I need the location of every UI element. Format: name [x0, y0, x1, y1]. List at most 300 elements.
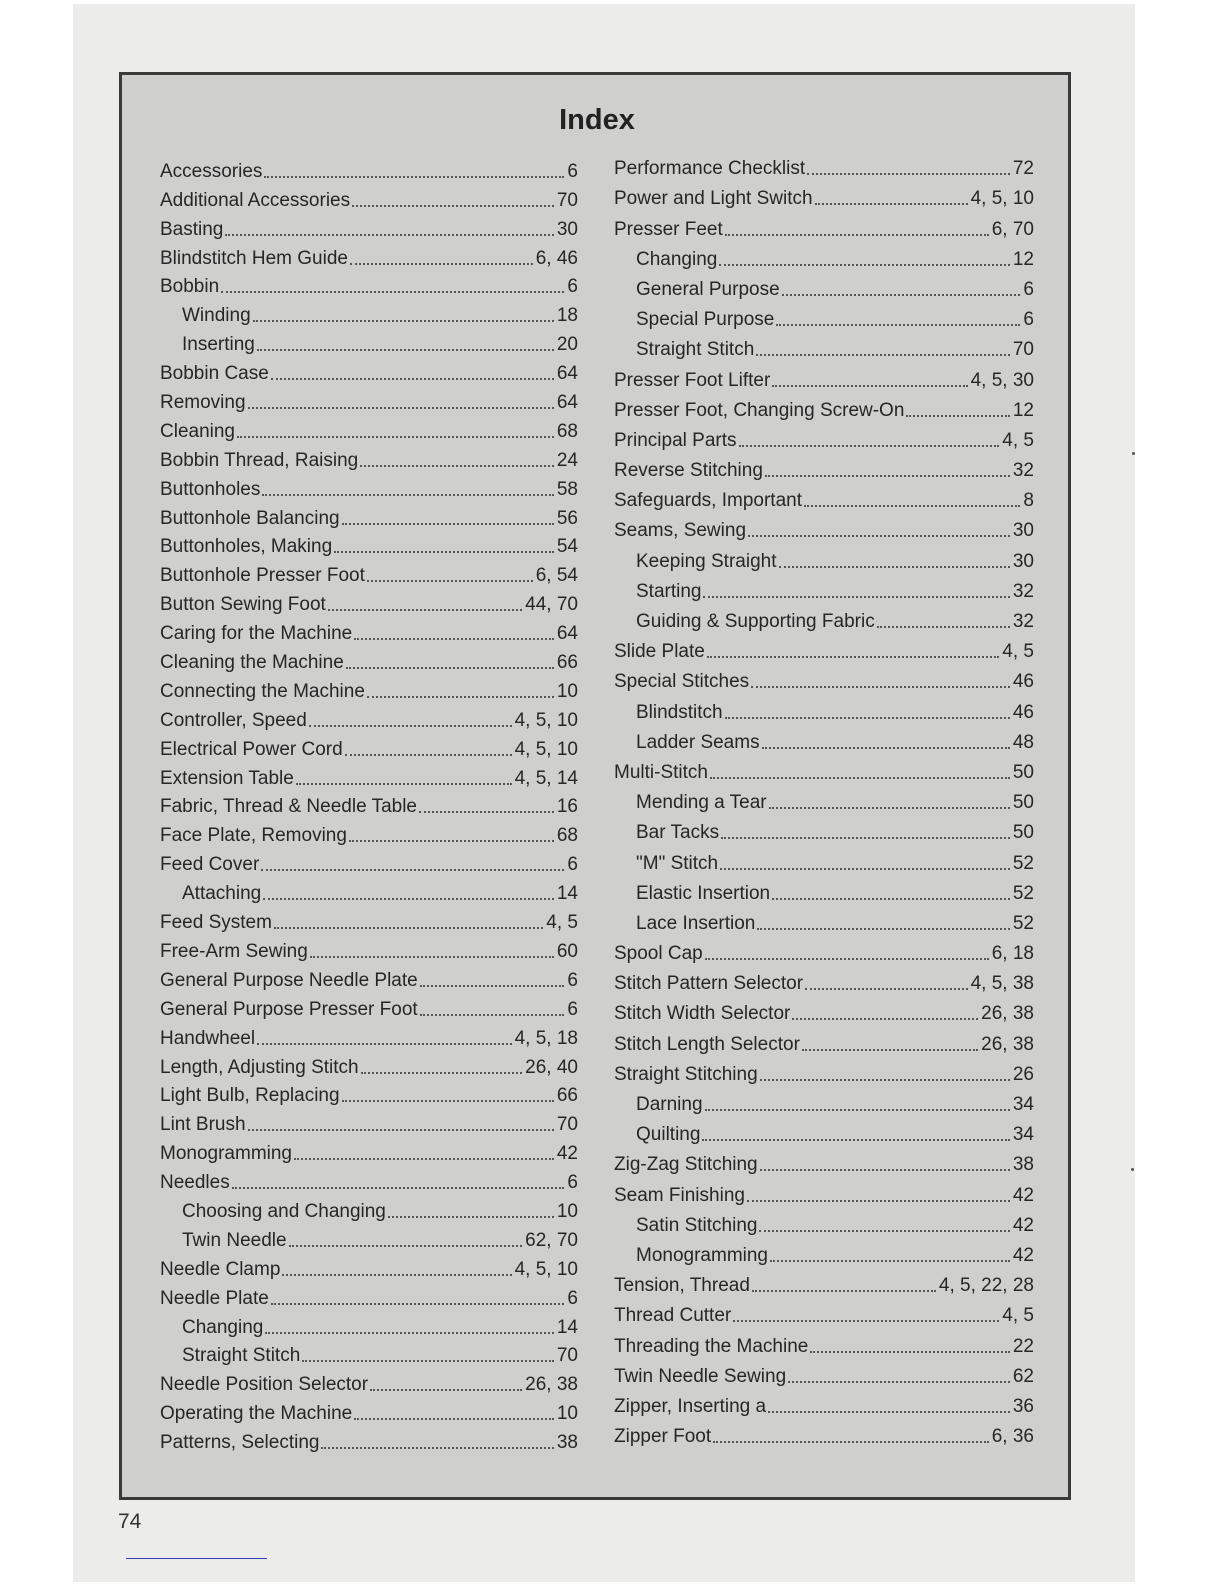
entry-pages: 6, 70	[991, 218, 1034, 240]
index-entry	[160, 645, 578, 674]
dot-leader	[328, 609, 522, 611]
entry-label: Zipper Foot	[614, 1426, 712, 1448]
index-subentry	[614, 784, 1034, 814]
scan-speck	[1131, 1168, 1134, 1171]
index-entry	[614, 1358, 1034, 1388]
index-entry	[160, 1021, 578, 1050]
entry-label: Bobbin	[160, 276, 220, 298]
index-subentry	[160, 327, 578, 356]
entry-label: Elastic Insertion	[636, 882, 771, 904]
entry-pages: 26, 38	[981, 1003, 1034, 1025]
entry-pages: 6, 54	[535, 565, 578, 587]
entry-label: Feed Cover	[160, 854, 260, 876]
index-entry	[614, 965, 1034, 995]
entry-label: Monogramming	[160, 1143, 292, 1165]
entry-pages: 14	[556, 883, 578, 905]
dot-leader	[346, 667, 554, 669]
index-entry	[160, 1079, 578, 1108]
index-entry	[614, 180, 1034, 210]
index-subentry	[160, 1194, 578, 1223]
entry-pages: 32	[1012, 611, 1034, 632]
index-entry	[614, 452, 1034, 482]
entry-pages: 50	[1012, 822, 1034, 844]
entry-pages: 72	[1012, 158, 1034, 180]
dot-leader	[721, 837, 1010, 839]
dot-leader	[282, 1274, 511, 1276]
index-entry	[160, 963, 578, 992]
dot-leader	[720, 868, 1010, 870]
entry-label: Stitch Width Selector	[614, 1003, 791, 1025]
index-entry	[160, 703, 578, 732]
dot-leader	[360, 465, 554, 467]
index-entry	[160, 385, 578, 414]
dot-leader	[349, 840, 554, 842]
entry-pages: 4, 5, 10	[514, 1258, 578, 1280]
index-entry	[614, 1176, 1034, 1206]
dot-leader	[759, 1230, 1009, 1232]
entry-label: Principal Parts	[614, 429, 737, 451]
entry-pages: 12	[1012, 399, 1034, 421]
index-entry	[160, 1107, 578, 1136]
entry-label: Extension Table	[160, 767, 294, 789]
entry-label: Handwheel	[160, 1027, 256, 1049]
dot-leader	[760, 1169, 1010, 1171]
entry-label: Starting	[636, 580, 702, 602]
index-entry	[160, 674, 578, 703]
entry-pages: 4, 5, 38	[970, 973, 1034, 995]
dot-leader	[420, 1014, 565, 1016]
index-entry	[160, 212, 578, 241]
entry-label: Light Bulb, Replacing	[160, 1085, 340, 1107]
index-subentry	[614, 905, 1034, 935]
entry-pages: 20	[556, 334, 578, 356]
dot-leader	[361, 1072, 523, 1074]
entry-pages: 4, 5	[1002, 429, 1034, 451]
entry-pages: 48	[1012, 731, 1034, 753]
entry-label: Straight Stitching	[614, 1063, 758, 1085]
entry-pages: 70	[1012, 339, 1034, 361]
entry-label: Length, Adjusting Stitch	[160, 1056, 359, 1078]
index-entry	[614, 482, 1034, 512]
dot-leader	[345, 754, 512, 756]
index-entry	[614, 1388, 1034, 1418]
entry-pages: 6	[567, 276, 578, 298]
entry-pages: 46	[1012, 671, 1034, 693]
entry-pages: 6, 36	[991, 1426, 1034, 1448]
index-subentry	[614, 693, 1034, 723]
entry-label: Needle Plate	[160, 1287, 269, 1309]
entry-label: Twin Needle Sewing	[614, 1365, 787, 1387]
entry-label: Stitch Pattern Selector	[614, 973, 804, 995]
entry-pages: 34	[1012, 1094, 1034, 1115]
entry-pages: 6	[567, 998, 578, 1020]
dot-leader	[719, 264, 1010, 266]
entry-label: Tension, Thread	[614, 1275, 750, 1297]
entry-pages: 24	[556, 449, 578, 471]
entry-label: Presser Feet	[614, 218, 723, 240]
entry-pages: 56	[556, 507, 578, 529]
entry-pages: 4, 5, 10	[514, 709, 578, 731]
index-entry	[614, 1146, 1034, 1176]
dot-leader	[710, 777, 1010, 779]
entry-label: Ladder Seams	[636, 731, 760, 753]
dot-leader	[725, 234, 989, 236]
entry-pages: 66	[556, 652, 578, 674]
entry-label: Lint Brush	[160, 1114, 246, 1136]
entry-pages: 4, 5, 18	[514, 1027, 578, 1049]
dot-leader	[756, 354, 1010, 356]
entry-label: Changing	[182, 1316, 264, 1338]
entry-label: Lace Insertion	[636, 912, 756, 934]
index-entry	[160, 270, 578, 299]
dot-leader	[352, 205, 554, 207]
entry-label: Presser Foot, Changing Screw-On	[614, 399, 905, 421]
entry-pages: 42	[556, 1143, 578, 1165]
index-subentry	[614, 875, 1034, 905]
entry-pages: 62	[1012, 1365, 1034, 1387]
entry-pages: 52	[1012, 882, 1034, 904]
entry-pages: 64	[556, 363, 578, 385]
entry-label: Safeguards, Important	[614, 490, 802, 512]
dot-leader	[733, 1320, 999, 1322]
index-entry	[160, 761, 578, 790]
entry-label: Satin Stitching	[636, 1214, 758, 1236]
entry-pages: 14	[556, 1316, 578, 1338]
entry-label: Buttonholes, Making	[160, 536, 333, 558]
index-entry	[614, 361, 1034, 391]
index-entry	[160, 443, 578, 472]
dot-leader	[221, 291, 564, 293]
entry-pages: 68	[556, 825, 578, 847]
index-entry	[160, 241, 578, 270]
entry-pages: 10	[556, 680, 578, 702]
entry-pages: 6	[567, 1287, 578, 1309]
entry-label: Performance Checklist	[614, 158, 806, 180]
entry-pages: 6, 18	[991, 943, 1034, 965]
entry-label: Spool Cap	[614, 943, 703, 965]
entry-pages: 6, 46	[535, 247, 578, 269]
dot-leader	[257, 349, 554, 351]
index-subentry	[160, 1339, 578, 1368]
index-entry	[614, 663, 1034, 693]
entry-label: Operating the Machine	[160, 1403, 353, 1425]
dot-leader	[810, 1351, 1010, 1353]
index-entry	[160, 1165, 578, 1194]
entry-pages: 6	[567, 854, 578, 876]
entry-pages: 8	[1023, 490, 1034, 512]
index-entry	[160, 183, 578, 212]
dot-leader	[262, 494, 554, 496]
index-subentry	[614, 241, 1034, 271]
entry-label: Quilting	[636, 1124, 701, 1146]
entry-pages: 52	[1012, 852, 1034, 874]
entry-pages: 36	[1012, 1395, 1034, 1417]
index-entry	[160, 732, 578, 761]
entry-pages: 30	[1012, 550, 1034, 572]
dot-leader	[748, 535, 1010, 537]
entry-label: Buttonholes	[160, 478, 261, 500]
entry-pages: 6	[567, 1172, 578, 1194]
entry-label: Face Plate, Removing	[160, 825, 347, 847]
index-entry	[614, 210, 1034, 240]
entry-pages: 70	[556, 189, 578, 211]
entry-pages: 26	[1012, 1063, 1034, 1085]
dot-leader	[321, 1447, 553, 1449]
dot-leader	[762, 747, 1010, 749]
entry-pages: 42	[1012, 1184, 1034, 1206]
index-subentry	[614, 271, 1034, 301]
entry-label: Threading the Machine	[614, 1335, 809, 1357]
dot-leader	[772, 385, 967, 387]
entry-pages: 42	[1012, 1214, 1034, 1236]
dot-leader	[703, 596, 1009, 598]
entry-label: Connecting the Machine	[160, 680, 365, 702]
index-subentry	[614, 603, 1034, 633]
entry-label: Additional Accessories	[160, 189, 351, 211]
entry-label: Bobbin Thread, Raising	[160, 449, 359, 471]
entry-label: Stitch Length Selector	[614, 1033, 800, 1055]
index-entry	[614, 512, 1034, 542]
entry-label: Monogramming	[636, 1244, 768, 1266]
entry-pages: 4, 5, 22, 28	[938, 1275, 1034, 1297]
index-entry	[160, 1396, 578, 1425]
dot-leader	[805, 988, 968, 990]
dot-leader	[350, 263, 533, 265]
index-entry	[614, 754, 1034, 784]
dot-leader	[232, 1187, 565, 1189]
entry-label: Power and Light Switch	[614, 188, 813, 210]
index-entry	[160, 616, 578, 645]
index-subentry	[160, 876, 578, 905]
dot-leader	[757, 928, 1010, 930]
page-number: 74	[118, 1510, 142, 1533]
dot-leader	[702, 1139, 1009, 1141]
index-subentry	[614, 331, 1034, 361]
entry-pages: 10	[556, 1403, 578, 1425]
entry-label: Needle Clamp	[160, 1258, 281, 1280]
entry-label: Guiding & Supporting Fabric	[636, 611, 875, 632]
entry-label: Slide Plate	[614, 641, 705, 663]
entry-pages: 26, 38	[981, 1033, 1034, 1055]
entry-label: Buttonhole Balancing	[160, 507, 340, 529]
index-entry	[160, 154, 578, 183]
entry-label: Multi-Stitch	[614, 761, 708, 783]
entry-label: "M" Stitch	[636, 852, 719, 874]
entry-pages: 38	[1012, 1154, 1034, 1176]
index-entry	[160, 934, 578, 963]
index-subentry	[614, 1237, 1034, 1267]
entry-label: Darning	[636, 1094, 703, 1115]
dot-leader	[807, 173, 1010, 175]
dot-leader	[342, 1100, 554, 1102]
entry-pages: 4, 5	[546, 912, 578, 934]
dot-leader	[802, 1049, 978, 1051]
dot-leader	[248, 1129, 554, 1131]
entry-pages: 6	[1023, 309, 1034, 331]
index-entry	[614, 1418, 1034, 1448]
index-subentry	[614, 1116, 1034, 1146]
dot-leader	[354, 1418, 554, 1420]
index-subentry	[614, 814, 1034, 844]
dot-leader	[237, 436, 554, 438]
entry-label: Electrical Power Cord	[160, 738, 343, 760]
entry-label: General Purpose Presser Foot	[160, 998, 418, 1020]
index-entry	[614, 1327, 1034, 1357]
dot-leader	[289, 1245, 523, 1247]
dot-leader	[265, 1332, 554, 1334]
footer-rule	[126, 1558, 267, 1559]
index-entry	[160, 1281, 578, 1310]
index-subentry	[614, 301, 1034, 331]
dot-leader	[776, 324, 1020, 326]
entry-pages: 4, 5, 30	[970, 369, 1034, 391]
entry-label: Keeping Straight	[636, 550, 777, 572]
dot-leader	[248, 407, 554, 409]
index-entry	[160, 356, 578, 385]
entry-pages: 4, 5, 14	[514, 767, 578, 789]
index-entry	[160, 992, 578, 1021]
entry-pages: 32	[1012, 580, 1034, 602]
index-entry	[160, 790, 578, 819]
entry-pages: 4, 5, 10	[970, 188, 1034, 210]
dot-leader	[225, 234, 553, 236]
dot-leader	[739, 445, 1000, 447]
index-entry	[160, 1136, 578, 1165]
index-entry	[160, 1252, 578, 1281]
entry-pages: 50	[1012, 792, 1034, 814]
entry-label: Basting	[160, 218, 224, 240]
index-entry	[160, 1425, 578, 1454]
entry-pages: 64	[556, 392, 578, 414]
index-entry	[614, 633, 1034, 663]
entry-label: Straight Stitch	[636, 339, 755, 361]
entry-pages: 70	[556, 1345, 578, 1367]
dot-leader	[419, 811, 554, 813]
dot-leader	[877, 626, 1010, 628]
dot-leader	[906, 415, 1009, 417]
entry-label: Removing	[160, 392, 246, 414]
entry-pages: 68	[556, 420, 578, 442]
entry-label: Presser Foot Lifter	[614, 369, 771, 391]
entry-pages: 26, 38	[525, 1374, 578, 1396]
dot-leader	[261, 869, 564, 871]
dot-leader	[769, 807, 1010, 809]
entry-label: Special Stitches	[614, 671, 750, 693]
index-column-right	[614, 150, 1034, 1448]
index-entry	[160, 530, 578, 559]
entry-label: Needles	[160, 1172, 230, 1194]
index-entry	[160, 1050, 578, 1079]
dot-leader	[274, 927, 543, 929]
index-entry	[614, 422, 1034, 452]
entry-label: Special Purpose	[636, 309, 775, 331]
dot-leader	[302, 1360, 554, 1362]
entry-label: Blindstitch Hem Guide	[160, 247, 348, 269]
dot-leader	[705, 958, 989, 960]
dot-leader	[264, 176, 564, 178]
index-entry	[160, 414, 578, 443]
index-subentry	[614, 573, 1034, 603]
entry-label: Mending a Tear	[636, 792, 767, 814]
dot-leader	[342, 523, 554, 525]
dot-leader	[296, 783, 512, 785]
entry-label: Caring for the Machine	[160, 623, 353, 645]
entry-pages: 18	[556, 305, 578, 327]
entry-pages: 38	[556, 1432, 578, 1454]
dot-leader	[772, 898, 1010, 900]
index-entry	[160, 472, 578, 501]
index-entry	[614, 995, 1034, 1025]
dot-leader	[367, 696, 554, 698]
entry-pages: 34	[1012, 1124, 1034, 1146]
index-entry	[160, 501, 578, 530]
entry-pages: 12	[1012, 248, 1034, 270]
dot-leader	[782, 294, 1021, 296]
dot-leader	[779, 566, 1010, 568]
entry-pages: 70	[556, 1114, 578, 1136]
dot-leader	[815, 203, 968, 205]
entry-label: Blindstitch	[636, 701, 723, 723]
entry-label: Twin Needle	[182, 1229, 287, 1251]
entry-pages: 46	[1012, 701, 1034, 723]
dot-leader	[770, 1260, 1010, 1262]
dot-leader	[263, 898, 554, 900]
entry-label: Seam Finishing	[614, 1184, 745, 1206]
entry-pages: 4, 5	[1002, 641, 1034, 663]
entry-pages: 32	[1012, 460, 1034, 482]
index-entry	[614, 935, 1034, 965]
entry-pages: 22	[1012, 1335, 1034, 1357]
entry-label: Zipper, Inserting a	[614, 1395, 767, 1417]
dot-leader	[752, 1290, 936, 1292]
dot-leader	[760, 1079, 1010, 1081]
entry-label: Reverse Stitching	[614, 460, 763, 482]
index-subentry	[614, 844, 1034, 874]
entry-label: Free-Arm Sewing	[160, 940, 308, 962]
dot-leader	[713, 1441, 989, 1443]
entry-pages: 66	[556, 1085, 578, 1107]
entry-pages: 6	[567, 160, 578, 182]
entry-label: Accessories	[160, 160, 263, 182]
entry-pages: 6	[567, 969, 578, 991]
entry-label: Inserting	[182, 334, 255, 356]
dot-leader	[788, 1381, 1010, 1383]
entry-pages: 30	[556, 218, 578, 240]
index-entry	[614, 1056, 1034, 1086]
scan-speck	[1132, 452, 1135, 455]
entry-label: Patterns, Selecting	[160, 1432, 320, 1454]
entry-pages: 4, 5, 10	[514, 738, 578, 760]
entry-pages: 6	[1023, 278, 1034, 300]
index-subentry	[160, 1223, 578, 1252]
dot-leader	[707, 656, 999, 658]
index-entry	[160, 587, 578, 616]
dot-leader	[705, 1109, 1010, 1111]
dot-leader	[309, 725, 512, 727]
index-entry	[160, 818, 578, 847]
entry-label: Button Sewing Foot	[160, 594, 326, 616]
dot-leader	[253, 320, 554, 322]
dot-leader	[310, 956, 554, 958]
index-entry	[614, 150, 1034, 180]
index-subentry	[614, 1207, 1034, 1237]
index-subentry	[614, 724, 1034, 754]
dot-leader	[334, 551, 554, 553]
entry-label: Winding	[182, 305, 251, 327]
entry-pages: 26, 40	[525, 1056, 578, 1078]
dot-leader	[367, 580, 533, 582]
entry-label: General Purpose Needle Plate	[160, 969, 418, 991]
